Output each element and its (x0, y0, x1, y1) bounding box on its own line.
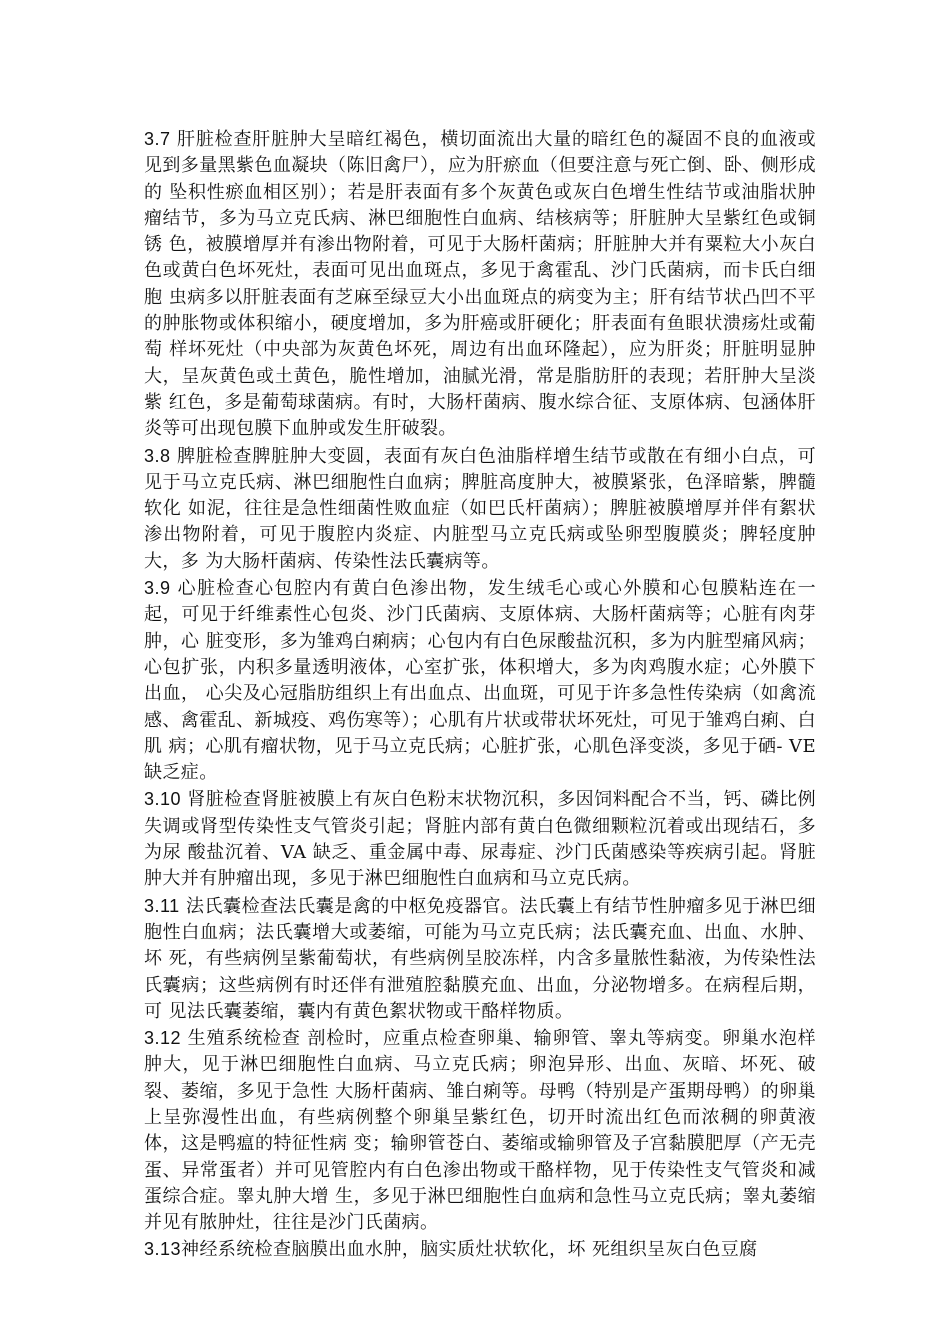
section-number: 3.7 (144, 129, 171, 149)
paragraph-kidney-exam (144, 786, 816, 892)
paragraph-spleen-exam (144, 443, 816, 575)
paragraph-text: 生殖系统检查 剖检时，应重点检查卵巢、输卵管、睾丸等病变。卵巢水泡样肿大，见于淋巴细胞性白血病、马立克氏病；卵泡异形、出血、灰暗、坏死、破裂、萎缩，多见于急性 大肠杆菌病、雏白痢等。母鸭（特别是产蛋期母鸭）的卵巢上呈弥漫性出血，有些病例整个卵巢呈紫红色，切开时流出红色而浓稠的卵黄液体，这是鸭瘟的特征性病 变；输卵管苍白、萎缩或输卵管及子宫黏膜肥厚（产无壳蛋、异常蛋者）并可见管腔内有白色渗出物或干酪样物，见于传染性支气管炎和减蛋综合症。睾丸肿大增 生，多见于淋巴细胞性白血病和急性马立克氏病；睾丸萎缩并见有脓肿灶，往往是沙门氏菌病。 (144, 1028, 816, 1234)
section-number: 3.10 (144, 789, 182, 810)
paragraph-text: 法氏囊检查法氏囊是禽的中枢免疫器官。法氏囊上有结节性肿瘤多见于淋巴细胞性白血病；法氏囊增大或萎缩，可能为马立克氏病；法氏囊充血、出血、水肿、坏 死，有些病例呈紫葡萄状，有些病例呈胶冻样，内含多量脓性黏液，为传染性法氏囊病；这些病例有时还伴有泄殖腔黏膜充血、出血，分泌物增多。在病程后期，可 见法氏囊萎缩，囊内有黄色絮状物或干酪样物质。 (144, 895, 816, 1022)
section-number: 3.11 (144, 895, 180, 916)
paragraph-text: 脾脏检查脾脏肿大变圆，表面有灰白色油脂样增生结节或散在有细小白点，可见于马立克氏病、淋巴细胞性白血病；脾脏高度肿大，被膜紧张，色泽暗紫，脾髓软化 如泥，往往是急性细菌性败血症（如巴氏杆菌病）；脾脏被膜增厚并伴有絮状渗出物附着，可见于腹腔内炎症、内脏型马立克氏病或坠卵型腹膜炎；脾轻度肿大，多 为大肠杆菌病、传染性法氏囊病等。 (144, 445, 816, 572)
paragraph-bursa-exam (144, 893, 816, 1025)
paragraph-text: 神经系统检查脑膜出血水肿，脑实质灶状软化，坏 死组织呈灰白色豆腐 (181, 1239, 758, 1261)
section-number: 3.12 (144, 1028, 182, 1049)
paragraph-reproductive-exam (144, 1025, 816, 1236)
document-page (144, 126, 816, 1264)
paragraph-liver-exam (144, 126, 816, 443)
section-number: 3.13 (144, 1239, 182, 1260)
paragraph-nervous-exam (144, 1236, 816, 1263)
paragraph-text: 肝脏检查肝脏肿大呈暗红褐色，横切面流出大量的暗红色的凝固不良的血液或见到多量黑紫色血凝块（陈旧禽尸），应为肝瘀血（但要注意与死亡倒、卧、侧形成的 坠积性瘀血相区别）；若是肝表面有多个灰黄色或灰白色增生性结节或油脂状肿瘤结节，多为马立克氏病、淋巴细胞性白血病、结核病等；肝脏肿大呈紫红色或铜锈 色，被膜增厚并有渗出物附着，可见于大肠杆菌病；肝脏肿大并有粟粒大小灰白色或黄白色坏死灶，表面可见出血斑点，多见于禽霍乱、沙门氏菌病，而卡氏白细胞 虫病多以肝脏表面有芝麻至绿豆大小出血斑点的病变为主；肝有结节状凸凹不平的肿胀物或体积缩小，硬度增加，多为肝癌或肝硬化；肝表面有鱼眼状溃疡灶或葡萄 样坏死灶（中央部为灰黄色坏死，周边有出血环隆起），应为肝炎；肝脏明显肿大，呈灰黄色或土黄色，脆性增加，油腻光滑，常是脂肪肝的表现；若肝肿大呈淡紫 红色，多是葡萄球菌病。有时，大肠杆菌病、腹水综合征、支原体病、包涵体肝炎等可出现包膜下血肿或发生肝破裂。 (144, 129, 816, 440)
paragraph-heart-exam (144, 575, 816, 786)
section-number: 3.9 (144, 578, 171, 599)
paragraph-text: 肾脏检查肾脏被膜上有灰白色粉末状物沉积，多因饲料配合不当，钙、磷比例失调或肾型传染性支气管炎引起；肾脏内部有黄白色微细颗粒沉着或出现结石，多为尿 酸盐沉着、VA 缺乏、重金属中毒、尿毒症、沙门氏菌感染等疾病引起。肾脏肿大并有肿瘤出现，多见于淋巴细胞性白血病和马立克氏病。 (144, 789, 816, 890)
section-number: 3.8 (144, 445, 171, 466)
paragraph-text: 心脏检查心包腔内有黄白色渗出物，发生绒毛心或心外膜和心包膜粘连在一起，可见于纤维素性心包炎、沙门氏菌病、支原体病、大肠杆菌病等；心脏有肉芽肿，心 脏变形，多为雏鸡白痢病；心包内有白色尿酸盐沉积，多为内脏型痛风病；心包扩张，内积多量透明液体，心室扩张，体积增大，多为肉鸡腹水症；心外膜下出血， 心尖及心冠脂肪组织上有出血点、出血斑，可见于许多急性传染病（如禽流感、禽霍乱、新城疫、鸡伤寒等）；心肌有片状或带状坏死灶，可见于雏鸡白痢、白肌 病；心肌有瘤状物，见于马立克氏病；心脏扩张，心肌色泽变淡，多见于硒- VE 缺乏症。 (144, 578, 816, 784)
